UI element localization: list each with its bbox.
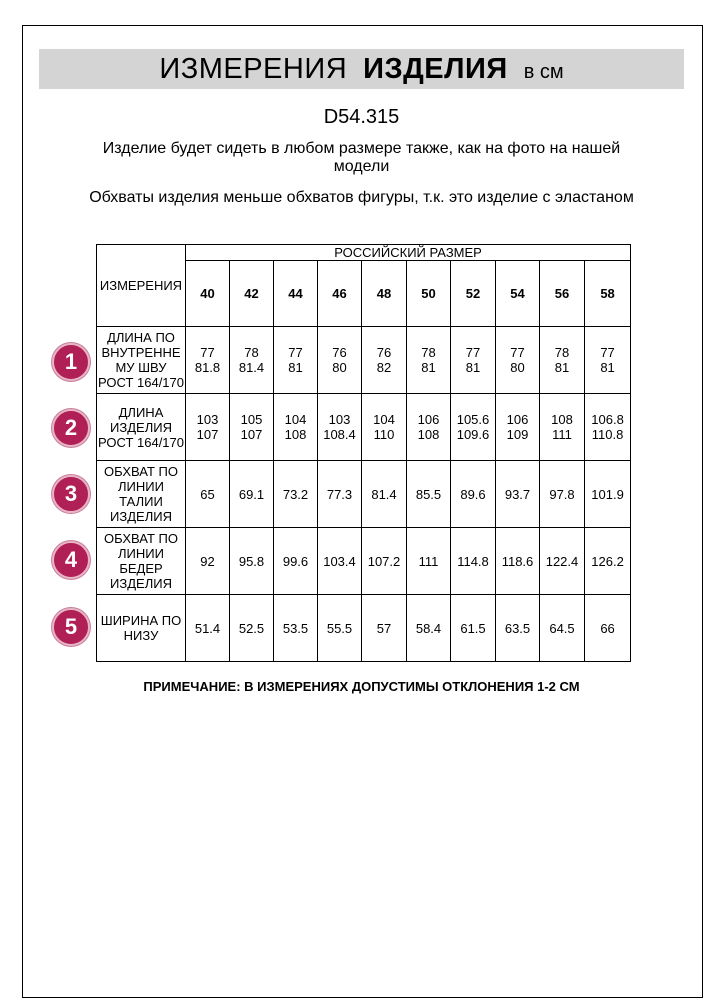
measurement-value-cell [496,461,540,528]
measurement-value-cell [362,461,407,528]
measurement-value-cell [540,394,585,461]
measurement-value-cell [186,595,230,662]
row-number-badge: 5 [52,608,90,646]
measurement-value: 81.4 [371,486,397,502]
measurement-value-cell [540,595,585,662]
measurement-value: 81 [600,360,615,375]
measurement-value: 111 [552,427,572,442]
measurement-value-cell [451,528,496,595]
row-number-badge: 1 [52,343,90,381]
measurement-value-cell [186,461,230,528]
measurement-value: 99.6 [282,553,309,569]
measurement-value: 53.5 [282,620,309,636]
fit-note: Изделие будет сидеть в любом размере также, как на фото на нашей модели [102,140,621,175]
measurement-value: 106 [506,412,529,427]
measurement-value-cell [585,327,631,394]
measurement-value-cell [230,528,274,595]
measurement-value-cell [585,595,631,662]
measurement-value-cell [186,394,230,461]
table-header-row [97,245,631,261]
measurement-value: 81 [421,360,436,375]
measurement-value-cell [407,528,451,595]
measurement-value: 114.8 [457,553,489,569]
measurement-value: 85.5 [415,486,442,502]
measurement-value: 95.8 [238,553,265,569]
row-number-badge: 2 [52,409,90,447]
measurement-value: 64.5 [549,620,575,636]
measurement-value: 55.5 [326,620,353,636]
measurement-value: 77 [200,345,215,360]
measurement-value-cell [362,327,407,394]
measurement-value-cell [362,595,407,662]
measurement-value: 77.3 [326,486,353,502]
size-header: 46 [318,261,362,327]
measurement-value: 103 [196,412,219,427]
measurement-value: 81 [288,360,303,375]
title-part-1: ИЗМЕРЕНИЯ [159,53,348,85]
measurement-value-cell [230,327,274,394]
measurement-value: 51.4 [194,620,221,636]
measurement-value-cell [274,528,318,595]
measurement-value: 103.4 [323,553,356,569]
measurement-value-cell [407,461,451,528]
measurement-label: ОБХВАТ ПО ЛИНИИ БЕДЕР ИЗДЕЛИЯ [97,528,186,595]
measurement-value: 104 [373,412,395,427]
measurement-value-cell [186,528,230,595]
measurement-value-cell [274,461,318,528]
title-part-3: в см [523,61,564,83]
measurement-value: 81 [554,360,570,375]
measurement-value: 80 [510,360,525,375]
measurement-value-cell [318,595,362,662]
measurement-value: 107 [196,427,219,442]
measurement-value: 107 [240,427,263,442]
measurement-value: 111 [418,553,439,569]
measurement-value: 110 [373,427,395,442]
measurement-value-cell [274,595,318,662]
measurement-value-cell [540,327,585,394]
measurement-value: 77 [510,345,525,360]
measurement-value: 78 [244,345,259,360]
measurement-label: ДЛИНА ПО ВНУТРЕННЕ МУ ШВУ РОСТ 164/170 [97,327,186,394]
measurement-value: 58.4 [415,620,442,636]
measurement-value: 77 [600,345,615,360]
measurement-value-cell [318,461,362,528]
measurement-value: 82 [376,360,392,375]
measurement-value: 118.6 [501,553,534,569]
measurement-value: 73.2 [282,486,309,502]
measurement-value: 92 [200,553,215,569]
measurement-value-cell [407,394,451,461]
row-number-badge: 4 [52,541,90,579]
russian-size-header: РОССИЙСКИЙ РАЗМЕР [186,245,631,261]
measurement-value: 65 [200,486,215,502]
measurement-value-cell [585,461,631,528]
measurement-value: 63.5 [504,620,531,636]
measurement-value: 69.1 [238,486,265,502]
measurement-value: 81.4 [238,360,265,375]
size-header: 42 [230,261,274,327]
measurement-label: ОБХВАТ ПО ЛИНИИ ТАЛИИ ИЗДЕЛИЯ [97,461,186,528]
table-row [97,394,631,461]
size-header: 48 [362,261,407,327]
measurement-value: 77 [465,345,481,360]
measurement-value: 78 [554,345,570,360]
measurement-value: 126.2 [591,553,624,569]
measurement-value-cell [407,595,451,662]
size-header: 52 [451,261,496,327]
measurement-value: 77 [288,345,303,360]
measurement-label: ДЛИНА ИЗДЕЛИЯ РОСТ 164/170 [97,394,186,461]
product-code: D54.315 [323,106,400,128]
measurement-value-cell [585,528,631,595]
table-row [97,595,631,662]
measurement-value: 106 [417,412,440,427]
measurement-value-cell [451,595,496,662]
row-number-badge: 3 [52,475,90,513]
measurement-value: 81.8 [194,360,221,375]
measurement-value: 105 [240,412,263,427]
measurement-value: 93.7 [504,486,531,502]
measurement-value-cell [230,461,274,528]
measurement-value-cell [496,327,540,394]
measurement-value: 81 [465,360,481,375]
measurement-value: 76 [376,345,392,360]
measurement-value: 110.8 [591,427,624,442]
elastane-note: Обхваты изделия меньше обхватов фигуры, т.к. это изделие с эластаном [89,189,634,206]
measurement-value-cell [496,595,540,662]
measurement-value: 52.5 [238,620,265,636]
measurement-value-cell [451,327,496,394]
measurement-value-cell [540,528,585,595]
measurement-value-cell [230,394,274,461]
measurement-value: 108 [551,412,573,427]
measurement-value-cell [585,394,631,461]
measurement-value: 76 [332,345,347,360]
measurement-value-cell [362,528,407,595]
measurement-value: 66 [600,620,615,636]
measurement-value-cell [318,394,362,461]
measurement-value: 101.9 [591,486,624,502]
measurement-value-cell [318,327,362,394]
measurement-value-cell [451,394,496,461]
measurement-value: 57 [376,620,392,636]
measurements-header: ИЗМЕРЕНИЯ [97,245,186,327]
measurement-value: 103 [328,412,351,427]
title-part-2: ИЗДЕЛИЯ [363,53,508,85]
measurement-value: 104 [284,412,307,427]
measurement-value: 105.6 [456,412,490,427]
table-row [97,528,631,595]
measurement-value: 78 [421,345,436,360]
measurement-value: 89.6 [460,486,486,502]
measurement-value-cell [274,327,318,394]
measurement-value-cell [362,394,407,461]
table-row [97,461,631,528]
measurement-value: 109.6 [456,427,490,442]
measurement-value: 97.8 [549,486,575,502]
title-banner [39,49,684,89]
measurement-value-cell [230,595,274,662]
measurement-value: 80 [332,360,347,375]
measurement-value-cell [186,327,230,394]
measurement-value: 61.5 [460,620,486,636]
measurement-value: 108 [284,427,307,442]
measurement-value-cell [496,394,540,461]
size-header: 44 [274,261,318,327]
measurement-value-cell [274,394,318,461]
measurement-value: 106.8 [591,412,624,427]
measurement-value: 108 [417,427,440,442]
size-header: 58 [585,261,631,327]
measurement-value-cell [407,327,451,394]
table-row [97,327,631,394]
tolerance-footnote: ПРИМЕЧАНИЕ: В ИЗМЕРЕНИЯХ ДОПУСТИМЫ ОТКЛОНЕНИЯ 1-2 СМ [143,679,580,694]
measurement-value: 122.4 [545,553,579,569]
size-header: 56 [540,261,585,327]
size-header: 40 [186,261,230,327]
measurement-value: 108.4 [323,427,356,442]
measurement-label: ШИРИНА ПО НИЗУ [97,595,186,662]
measurements-table [96,244,631,662]
size-header: 54 [496,261,540,327]
measurement-value-cell [318,528,362,595]
measurement-value: 109 [506,427,529,442]
measurement-value-cell [451,461,496,528]
measurement-value: 107.2 [367,553,401,569]
size-header: 50 [407,261,451,327]
measurement-value-cell [540,461,585,528]
measurement-value-cell [496,528,540,595]
